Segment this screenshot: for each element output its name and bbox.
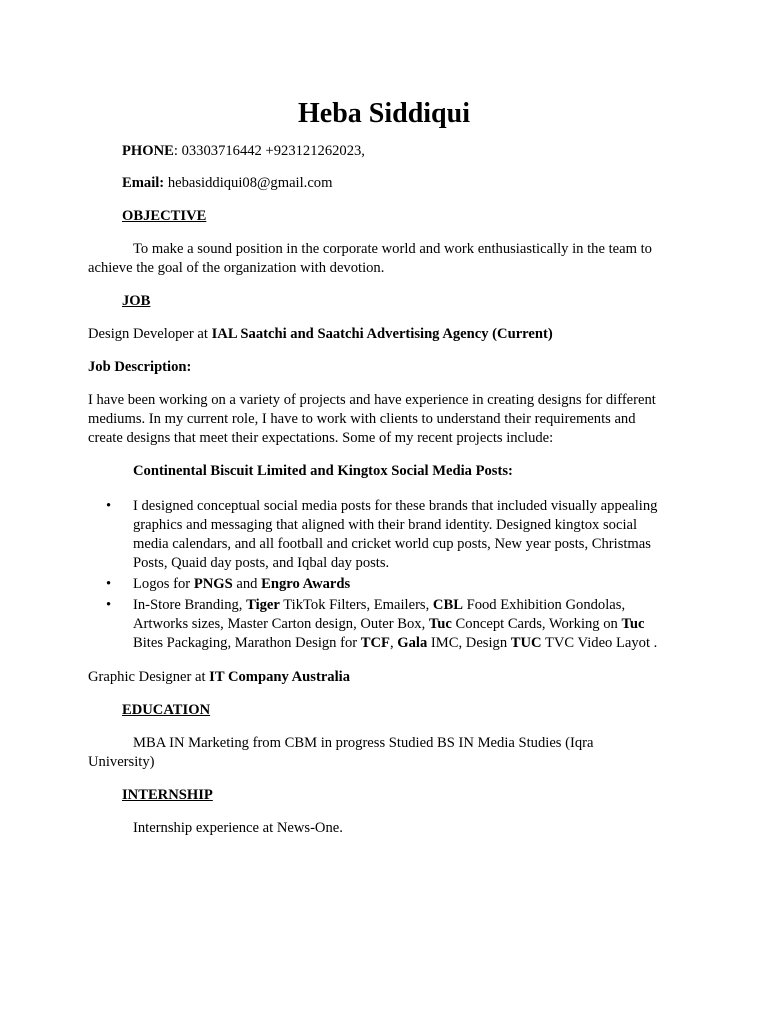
objective-line-2: achieve the goal of the organization with devotion.	[88, 260, 385, 276]
bullet-3-text-5: Food Exhibition Gondolas,	[462, 597, 626, 613]
objective-line-1: To make a sound position in the corporate world and work enthusiastically in the team to	[133, 241, 652, 257]
email-line	[122, 174, 332, 193]
internship-heading: INTERNSHIP	[122, 787, 213, 803]
bullet-3-text-3: TikTok Filters, Emailers,	[279, 597, 433, 613]
bullet-2-text-3: and	[232, 576, 262, 592]
bullet-3-cbl: CBL	[432, 597, 463, 613]
job-desc-line-3: create designs that meet their expectations. Some of my recent projects include:	[88, 430, 554, 446]
bullet-1-line-2: graphics and messaging that aligned with their brand identity. Designed kingtox social	[133, 517, 638, 533]
phone-line	[122, 142, 365, 161]
bullet-1-line-3: media calendars, and all football and cricket world cup posts, New year posts, Christmas	[133, 536, 651, 552]
phone-value: : 03303716442 +923121262023,	[173, 143, 365, 159]
bullet-1-line-1: I designed conceptual social media posts for these brands that included visually appealing	[133, 498, 658, 514]
bullet-3-tcf: TCF	[360, 635, 390, 651]
job-desc-line-1: I have been working on a variety of projects and have experience in creating designs for different	[88, 392, 656, 408]
bullet-3-tuc-2: Tuc	[621, 616, 645, 632]
bullet-3-tuc-3: TUC	[510, 635, 542, 651]
objective-heading: OBJECTIVE	[122, 208, 207, 224]
bullet-3-text-8: Concept Cards, Working on	[451, 616, 622, 632]
bullet-3-text-12: ,	[389, 635, 398, 651]
bullet-2-line	[133, 575, 350, 594]
bullet-3-gala: Gala	[397, 635, 428, 651]
education-heading: EDUCATION	[122, 702, 211, 718]
projects-heading: Continental Biscuit Limited and Kingtox Social Media Posts:	[133, 463, 513, 479]
job-description-heading: Job Description:	[88, 359, 192, 375]
bullet-2-engro: Engro Awards	[261, 576, 351, 592]
job-heading: JOB	[122, 293, 151, 309]
bullet-2-text-1: Logos for	[133, 576, 194, 592]
phone-label: PHONE	[122, 143, 174, 159]
education-line-2: University)	[88, 754, 155, 770]
bullet-3-line-2	[133, 615, 645, 634]
bullet-3-text-6: Artworks sizes, Master Carton design, Outer Box,	[133, 616, 429, 632]
job-role-2-line	[88, 668, 350, 687]
bullet-3-text-1: In-Store Branding,	[133, 597, 247, 613]
bullet-3-text-14: IMC, Design	[427, 635, 511, 651]
bullet-3-text-10: Bites Packaging, Marathon Design for	[133, 635, 361, 651]
bullet-dot-3: •	[106, 597, 112, 613]
bullet-3-line-1	[133, 596, 625, 615]
job-role-company: IAL Saatchi and Saatchi Advertising Agency (Current)	[211, 326, 553, 342]
resume-name: Heba Siddiqui	[298, 98, 470, 129]
bullet-2-pngs: PNGS	[193, 576, 233, 592]
bullet-3-line-3	[133, 634, 657, 653]
email-value: hebasiddiqui08@gmail.com	[164, 175, 333, 191]
bullet-3-tiger: Tiger	[246, 597, 280, 613]
email-label: Email:	[122, 175, 165, 191]
bullet-dot-2: •	[106, 576, 112, 592]
bullet-3-text-16: TVC Video Layot .	[541, 635, 658, 651]
job-role-prefix: Design Developer at	[88, 326, 212, 342]
job-desc-line-2: mediums. In my current role, I have to work with clients to understand their requirements and	[88, 411, 636, 427]
bullet-dot-1: •	[106, 498, 112, 514]
education-line-1: MBA IN Marketing from CBM in progress Studied BS IN Media Studies (Iqra	[133, 735, 594, 751]
bullet-3-tuc-1: Tuc	[428, 616, 452, 632]
internship-text: Internship experience at News-One.	[133, 820, 343, 836]
job-role-2-prefix: Graphic Designer at	[88, 669, 210, 685]
job-role-line	[88, 325, 553, 344]
job-role-2-company: IT Company Australia	[209, 669, 351, 685]
bullet-1-line-4: Posts, Quaid day posts, and Iqbal day posts.	[133, 555, 390, 571]
